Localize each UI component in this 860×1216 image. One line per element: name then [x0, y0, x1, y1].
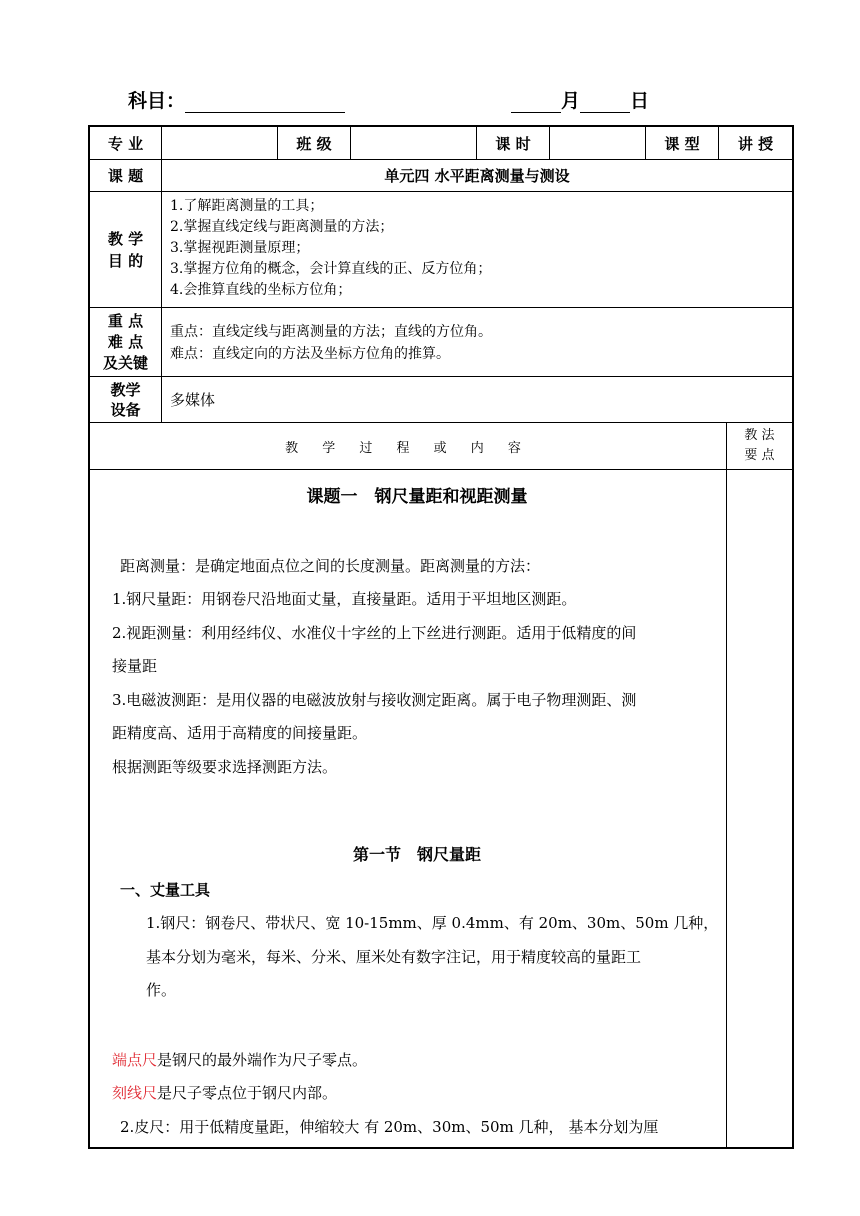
end-scale-term: 端点尺: [112, 1051, 158, 1069]
class-value[interactable]: [351, 127, 476, 159]
subject-blank[interactable]: [185, 92, 345, 113]
tool-1-line2: 基本分划为毫米，每米、分米、厘米处有数字注记，用于精度较高的量距工: [146, 948, 642, 966]
intro-text: 距离测量：是确定地面点位之间的长度测量。距离测量的方法：: [120, 557, 541, 575]
date-field: [511, 86, 649, 113]
focus-text: 重点：直线定线与距离测量的方法；直线的方位角。: [170, 324, 492, 340]
equipment-label-line1: 教学: [110, 380, 141, 399]
objective-item: 2.掌握直线定线与距离测量的方法；: [170, 219, 394, 235]
equipment-label: [90, 377, 161, 422]
objectives-label: [90, 192, 161, 307]
tool-2: 2.皮尺：用于低精度量距，伸缩较大 有 20m、30m、50m 几种， 基本分划为厘: [120, 1118, 659, 1136]
method-3-line2: 距精度高、适用于高精度的间接量距。: [112, 724, 368, 742]
row-divider: [90, 469, 792, 470]
section-title: 第一节 钢尺量距: [352, 845, 481, 864]
subject-field: [128, 86, 345, 113]
keypoints-label-line2: 难 点: [107, 332, 144, 351]
major-value[interactable]: [162, 127, 277, 159]
subject-label: 科目：: [128, 90, 186, 112]
topic-value: 单元四 水平距离测量与测设: [384, 167, 570, 185]
keypoints-label-line1: 重 点: [107, 311, 144, 330]
month-label: 月: [561, 90, 581, 112]
equipment-value: 多媒体: [170, 391, 216, 409]
method-header: [727, 423, 792, 469]
tool-1-line3: 作。: [146, 981, 177, 999]
type-label: 课 型: [664, 134, 700, 153]
objective-item: 1.了解距离测量的工具；: [170, 198, 324, 214]
choose-text: 根据测距等级要求选择测距方法。: [112, 758, 338, 776]
method-1: 1.钢尺量距：用钢卷尺沿地面丈量，直接量距。适用于平坦地区测距。: [112, 590, 577, 608]
end-scale-text: [112, 1049, 367, 1070]
class-label: 班 级: [296, 134, 332, 153]
day-blank[interactable]: [580, 92, 630, 113]
line-scale-text: [112, 1082, 337, 1103]
method-2-line2: 接量距: [112, 657, 158, 675]
keypoints-label: [90, 308, 161, 376]
objective-item: 4.会推算直线的坐标方位角；: [170, 282, 352, 298]
keypoints-label-line3: 及关键: [102, 353, 148, 372]
hours-value[interactable]: [550, 127, 645, 159]
topic-label: 课 题: [107, 167, 144, 185]
objectives-list: [162, 192, 792, 307]
month-blank[interactable]: [511, 92, 561, 113]
type-value: 讲 授: [737, 134, 774, 153]
objective-item: 3.掌握视距测量原理；: [170, 240, 310, 256]
day-label: 日: [630, 90, 650, 112]
line-scale-term: 刻线尺: [112, 1084, 158, 1102]
lesson-title: 课题一 钢尺量距和视距测量: [306, 487, 528, 507]
keypoints-content: [162, 308, 792, 376]
equipment-label-line2: 设备: [110, 400, 141, 419]
objective-item: 3.掌握方位角的概念，会计算直线的正、反方位角；: [170, 261, 492, 277]
difficulty-text: 难点：直线定向的方法及坐标方位角的推算。: [170, 346, 450, 362]
method-header-line2: 要 点: [744, 448, 775, 463]
process-header: 教 学 过 程 或 内 容: [285, 440, 531, 456]
major-label: 专 业: [107, 134, 144, 153]
method-3-line1: 3.电磁波测距：是用仪器的电磁波放射与接收测定距离。属于电子物理测距、测: [112, 691, 637, 709]
sub-title: 一、丈量工具: [120, 881, 211, 899]
method-2-line1: 2.视距测量：利用经纬仪、水准仪十字丝的上下丝进行测距。适用于低精度的间: [112, 624, 637, 642]
objectives-label-line1: 教 学: [107, 229, 144, 248]
hours-label: 课 时: [495, 134, 531, 153]
end-scale-rest: 是钢尺的最外端作为尺子零点。: [157, 1051, 368, 1069]
col-divider: [726, 423, 727, 1148]
objectives-label-line2: 目 的: [107, 251, 144, 270]
line-scale-rest: 是尺子零点位于钢尺内部。: [157, 1084, 338, 1102]
method-header-line1: 教 法: [744, 428, 775, 443]
tool-1-line1: 1.钢尺：钢卷尺、带状尺、宽 10-15mm、厚 0.4mm、有 20m、30m、50m 几种，: [146, 914, 719, 932]
